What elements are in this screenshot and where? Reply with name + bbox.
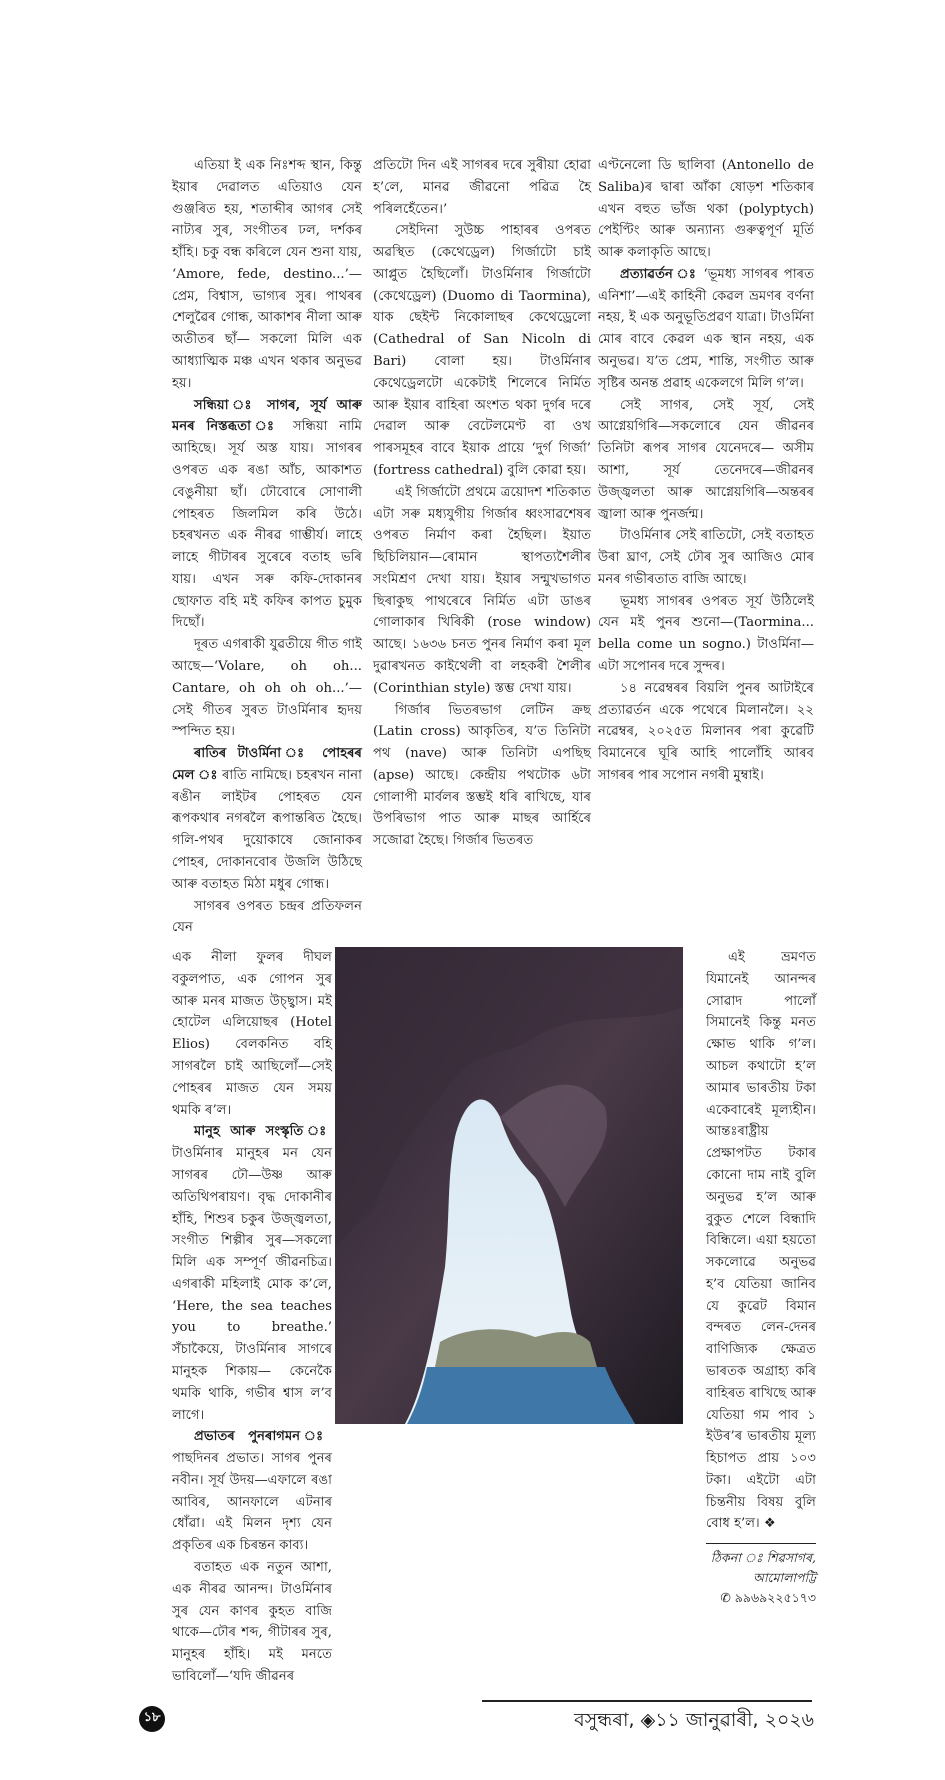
paragraph (172, 1426, 332, 1557)
address-line: আমোলাপট্টি (752, 1570, 816, 1586)
paragraph (172, 1121, 332, 1426)
article-column-1-bottom (172, 947, 332, 1688)
article-bottom-row (172, 947, 945, 1688)
paragraph: ভূমধ্য সাগৰৰ ওপৰত সূৰ্য উঠিলেই যেন মই পুনৰ শুনো—(Taormina... bella come un sogno.) টাওৰ্মিনা—এটা সপোনৰ দৰে সুন্দৰ। (598, 593, 814, 674)
paragraph: এতিয়া ই এক নিঃশব্দ স্থান, কিন্তু ইয়াৰ দেৱালত এতিয়াও যেন গুঞ্জৰিত হয়, শতাব্দীৰ আগৰ সেই নাট্যৰ সুৰ, সংগীতৰ ঢল, দৰ্শকৰ হাঁহি। চকু বন্ধ কৰিলে যেন শুনা যায়, ‘Amore, fede, destino...’—প্ৰেম, বিশ্বাস, ভাগ্যৰ সুৰ। পাথৰৰ শেলুৱৈৰ গোন্ধ, আকাশৰ নীলা আৰু অতীতৰ ছাঁ— সকলো মিলি এক আধ্যাত্মিক মঞ্চ এখন থকাৰ অনুভৱ হয়। (172, 158, 362, 391)
paragraph: এণ্টনেলো ডি ছালিবা (Antonello de Saliba)ৰ দ্বাৰা আঁকা ষোড়শ শতিকাৰ এখন বহুত ভাঁজ থকা (polyptych) পেইণ্টিং আৰু অন্যান্য গুৰুত্বপূৰ্ণ মূৰ্তি আৰু কলাকৃতি আছে। (598, 158, 814, 261)
paragraph: প্ৰতিটো দিন এই সাগৰৰ দৰে সুৰীয়া হোৱা হ’লে, মানৱ জীৱনো পৱিত্ৰ হৈ পৰিলহেঁতেন।’ (373, 158, 591, 217)
article-column-3-bottom (706, 947, 816, 1535)
paragraph-text: পাছদিনৰ প্ৰভাত। সাগৰ পুনৰ নবীন। সূৰ্য উদয়—এফালে ৰঙা আবিৰ, আনফালে এটনাৰ ধোঁৱা। এই মিলন দৃশ্য যেন প্ৰকৃতিৰ এক চিৰন্তন কাব্য। (172, 1451, 332, 1554)
paragraph: সেই সাগৰ, সেই সূৰ্য, সেই আগ্নেয়গিৰি—সকলোৰে যেন জীৱনৰ তিনিটা ৰূপৰ সাগৰ যেনেদৰে— অসীম আশা, সূৰ্য তেনেদৰে—জীৱনৰ উজ্জ্বলতা আৰু আগ্নেয়গিৰি—অন্তৰৰ জ্বালা আৰু পুনৰ্জন্ম। (598, 397, 814, 522)
page-footer (143, 1700, 814, 1740)
paragraph (172, 395, 362, 635)
paragraph-text: টাওৰ্মিনাৰ মানুহৰ মন যেন সাগৰৰ ঢৌ—উষ্ণ আৰু অতিথিপৰায়ণ। বৃদ্ধ দোকানীৰ হাঁহি, শিশুৰ চকুৰ উজ্জ্বলতা, সংগীত শিল্পীৰ সুৰ—সকলো মিলি এক সম্পূৰ্ণ জীৱনচিত্ৰ। এগৰাকী মহিলাই মোক ক’লে, ‘Here, the sea teaches you to breathe.’ সঁচাকৈয়ে, টাওৰ্মিনাৰ সাগৰে মানুহক শিকায়— কেনেকৈ থমকি থাকি, গভীৰ শ্বাস ল’ব লাগে। (172, 1146, 332, 1423)
paragraph (172, 743, 362, 895)
address-line: ঠিকনা ঃ শিৱসাগৰ, (710, 1550, 816, 1566)
paragraph: এই ভ্ৰমণত যিমানেই আনন্দৰ সোৱাদ পালোঁ সিমানেই কিন্তু মনত ক্ষোভ থাকি গ’ল। আচল কথাটো হ’ল আমাৰ ভাৰতীয় টকা একেবাৰেই মূল্যহীন। আন্তঃৰাষ্ট্ৰীয় প্ৰেক্ষাপটত টকাৰ কোনো দাম নাই বুলি অনুভৱ হ’ল আৰু বুকুত শেলে বিন্ধাদি বিন্ধিলে। এয়া হয়তো সকলোৱে অনুভৱ হ’ব যেতিয়া জানিব যে কুৱেট বিমান বন্দৰত লেন-দেনৰ বাণিজ্যিক ক্ষেত্ৰত ভাৰতক অগ্ৰাহ্য কৰি বাহিৰত ৰাখিছে আৰু যেতিয়া গম পাব ১ ইউৰ’ৰ ভাৰতীয় মূল্য হিচাপত প্ৰায় ১০৩ টকা। এইটো এটা চিন্তনীয় বিষয় বুলি বোধ হ’ল। ❖ (706, 950, 816, 1532)
paragraph: এই গিৰ্জাটো প্ৰথমে ত্ৰয়োদশ শতিকাত এটা সৰু মধ্যযুগীয় গিৰ্জাৰ ধ্বংসাৱশেষৰ ওপৰত নিৰ্মাণ কৰা হৈছিল। ইয়াত ছিচিলিয়ান—ৰোমান স্থাপত্যশৈলীৰ সংমিশ্ৰণ দেখা যায়। ইয়াৰ সন্মুখভাগত ছিৰাকুছ পাথৰেৰে নিৰ্মিত এটা ডাঙৰ গোলাকাৰ খিৰিকী (rose window) আছে। ১৬৩৬ চনত পুনৰ নিৰ্মাণ কৰা মূল দুৱাৰখনত কাইথেলী বা লহকৰী শৈলীৰ (Corinthian style) স্তম্ভ দেখা যায়। (373, 484, 591, 696)
paragraph: সাগৰৰ ওপৰত চন্দ্ৰৰ প্ৰতিফলন যেন (172, 898, 362, 936)
article-column-2 (373, 155, 591, 852)
section-heading: প্ৰত্যাৱৰ্তন ঃ (620, 266, 698, 282)
sea (407, 1367, 635, 1424)
headland (435, 1329, 597, 1367)
paragraph: গিৰ্জাৰ ভিতৰভাগ লেটিন ক্ৰছ (Latin cross) আকৃতিৰ, য’ত তিনিটা পথ (nave) আৰু তিনিটা এপছিছ (apse) আছে। কেন্দ্ৰীয় পথটোক ৬টা গোলাপী মাৰ্বলৰ স্তম্ভই ধৰি ৰাখিছে, যাৰ উপৰিভাগ পাত আৰু মাছৰ আৰ্হিৰে সজোৱা হৈছে। গিৰ্জাৰ ভিতৰত (373, 702, 591, 849)
paragraph: টাওৰ্মিনাৰ সেই ৰাতিটো, সেই বতাহত উৰা ঘ্ৰাণ, সেই ঢৌৰ সুৰ আজিও মোৰ মনৰ গভীৰতাত বাজি আছে। (598, 528, 814, 587)
section-heading: সন্ধিয়া ঃ সাগৰ, সূৰ্য আৰু মনৰ নিস্তব্ধতা ঃ (172, 397, 362, 435)
paragraph: সেইদিনা সুউচ্চ পাহাৰৰ ওপৰত অৱস্থিত (কেথেড্ৰেল) গিৰ্জাটো চাই আপ্লুত হৈছিলোঁ। টাওৰ্মিনাৰ গিৰ্জাটো (কেথেড্ৰেল) (Duomo di Taormina), যাক ছেইন্ট নিকোলাছৰ কেথেড্ৰেলো (Cathedral of San Nicoln di Bari) বোলা হয়। টাওৰ্মিনাৰ কেথেড্ৰেলটো একেটাই শিলেৰে নিৰ্মিত আৰু ইয়াৰ বাহিৰা অংশত থকা দুৰ্গৰ দৰে দেৱাল আৰু বেটেলমেণ্ট বা ওখ পাৰসমূহৰ বাবে ইয়াক প্ৰায়ে ‘দুৰ্গ গিৰ্জা’ (fortress cathedral) বুলি কোৱা হয়। (373, 223, 591, 478)
paragraph: এক নীলা ফুলৰ দীঘল বকুলপাত, এক গোপন সুৰ আৰু মনৰ মাজত উচ্ছ্বাস। মই হোটেল এলিয়োছৰ (Hotel Elios) বেলকনিত বহি সাগৰলৈ চাই আছিলোঁ—সেই পোহৰৰ মাজত যেন সময় থমকি ৰ’ল। (172, 950, 332, 1118)
phone-number: ✆ ৯৯৬৯২২৫১৭৩ (720, 1590, 816, 1606)
paragraph: বতাহত এক নতুন আশা, এক নীৰৱ আনন্দ। টাওৰ্মিনাৰ সুৰ যেন কাণৰ কুহত বাজি থাকে—ঢৌৰ শব্দ, গীটাৰৰ সুৰ, মানুহৰ হাঁহি। মই মনতে ভাবিলোঁ—‘যদি জীৱনৰ (172, 1560, 332, 1684)
sea-cave-photo (335, 947, 683, 1424)
footer-rule (482, 1700, 812, 1702)
article-column-1-top (172, 155, 362, 939)
article-top-row (172, 155, 945, 939)
paragraph-text: ‘ভূমধ্য সাগৰৰ পাৰত এনিশা’—এই কাহিনী কেৱল ভ্ৰমণৰ বৰ্ণনা নহয়, ই এক অনুভূতিপ্ৰৱণ যাত্ৰা। টাওৰ্মিনা মোৰ বাবে কেৱল এক স্থান নহয়, এক অনুভৱ। য’ত প্ৰেম, শান্তি, সংগীত আৰু সৃষ্টিৰ অনন্ত প্ৰৱাহ একেলগে মিলি গ’ল। (598, 266, 814, 391)
article-column-3-bottom-wrap (706, 947, 816, 1608)
section-heading: প্ৰভাতৰ পুনৰাগমন ঃ (194, 1429, 332, 1445)
paragraph-text: ৰাতি নামিছে। চহৰখন নানা ৰঙীন লাইটৰ পোহৰত যেন ৰূপকথাৰ নগৰলৈ ৰূপান্তৰিত হৈছে। গলি-পথৰ দুয়োকাষে জোনাকৰ পোহৰ, দোকানবোৰ উজলি উঠিছে আৰু বতাহত মিঠা মধুৰ গোন্ধ। (172, 767, 362, 892)
paragraph-text: সন্ধিয়া নামি আহিছে। সূৰ্য অস্ত যায়। সাগৰৰ ওপৰত এক ৰঙা আঁচ, আকাশত বেঙুনীয়া ছাঁ। ঢৌবোৰে সোণালী পোহৰত জিলমিল কৰি উঠে। চহৰখনত এক নীৰৱ গাম্ভীৰ্য। লাহে লাহে গীটাৰৰ সুৰেৰে বতাহ ভৰি যায়। এখন সৰু কফি-দোকানৰ ছোফাত বহি মই কফিৰ কাপত চুমুক দিছোঁ। (172, 419, 362, 631)
paragraph: দূৰত এগৰাকী যুৱতীয়ে গীত গাই আছে—‘Volare, oh oh... Cantare, oh oh oh oh...’—সেই গীতৰ সুৰত টাওৰ্মিনাৰ হৃদয় স্পন্দিত হয়। (172, 637, 362, 740)
article-column-3-top (598, 155, 814, 787)
paragraph: ১৪ নৱেম্বৰৰ বিয়লি পুনৰ আটাইৰে প্ৰত্যাৱৰ্তন একে পথেৰে মিলানলৈ। ২২ নৱেম্বৰ, ২০২৫ত মিলানৰ পৰা কুৱেটি বিমানেৰে ঘূৰি আহি পালোঁহি আৰব সাগৰৰ পাৰ সপোন নগৰী মুম্বাই। (598, 680, 814, 783)
publication-masthead: বসুন্ধৰা, ◈১১ জানুৱাৰী, ২০২৬ (574, 1708, 814, 1731)
author-signature (706, 1543, 816, 1608)
page-number: ১৮ (139, 1706, 165, 1732)
section-heading: মানুহ আৰু সংস্কৃতি ঃ (194, 1124, 332, 1140)
section-heading: ৰাতিৰ টাওৰ্মিনা ঃ পোহৰৰ মেল ঃ (172, 746, 362, 783)
paragraph (598, 264, 814, 395)
